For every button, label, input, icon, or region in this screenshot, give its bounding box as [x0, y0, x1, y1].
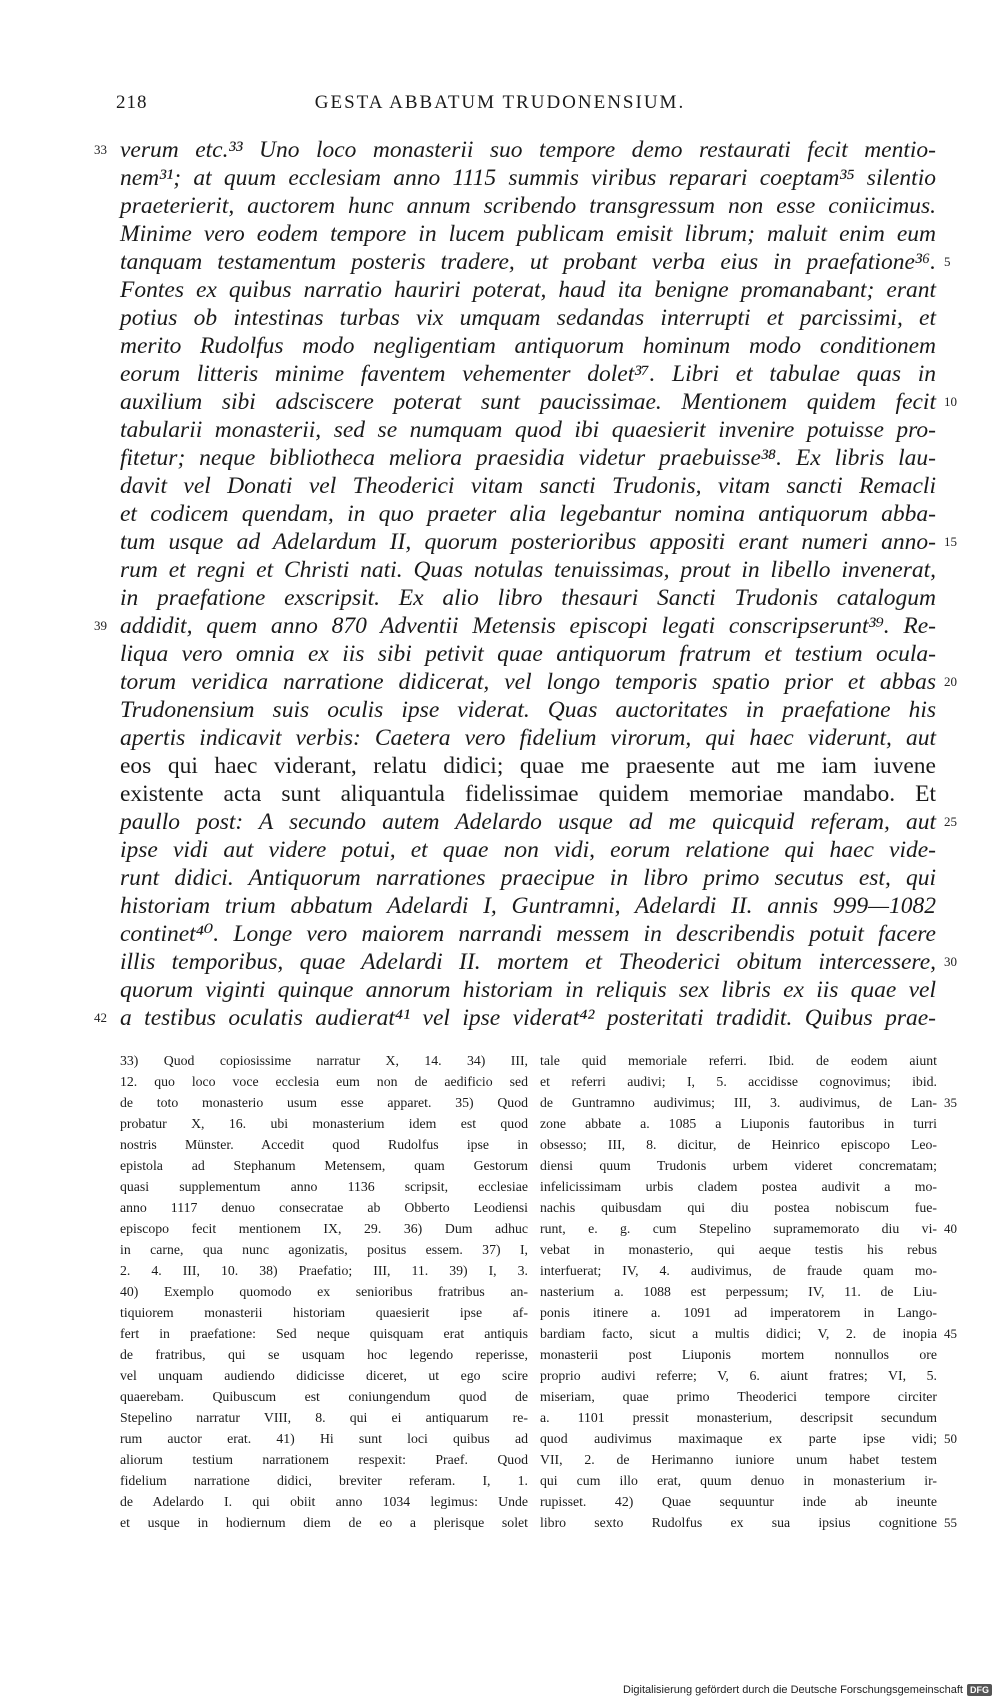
right-line-number: 5	[944, 254, 951, 269]
text-line: tanquam testamentum posteris tradere, ut probant verba eius in praefatione³⁶.	[120, 249, 936, 275]
footnote-line-left: de toto monasterio usum esse apparet. 35) Quod	[120, 1095, 528, 1110]
footnote-line-right: obsesso; III, 8. dicitur, de Heinrico episcopo Leo-	[540, 1137, 937, 1152]
page-number: 218	[116, 92, 148, 113]
footnote-line-right: quod audivimus maximaque ex parte ipse vidi;	[540, 1431, 937, 1446]
text-line: rum et regni et Christi nati. Quas notulas tenuissimas, prout in libello invenerat,	[120, 557, 936, 583]
right-line-number: 30	[944, 954, 957, 969]
footnote-line-right: nachis quibusdam qui diu postea nobiscum fue-	[540, 1200, 937, 1215]
footnote-line-left: rum auctor erat. 41) Hi sunt loci quibus ad	[120, 1431, 528, 1446]
footnote-line-left: in carne, qua nunc agonizatis, positus essem. 37) I,	[120, 1242, 528, 1257]
footer-credit	[623, 1684, 992, 1696]
footnote-line-left: vel unquam audiendo didicisse diceret, ut ego scire	[120, 1368, 528, 1383]
footnote-line-left: quaerebam. Quibuscum est coniungendum quod de	[120, 1389, 528, 1404]
footnote-line-right: infelicissimam urbis cladem postea audivit a mo-	[540, 1179, 937, 1194]
text-line: addidit, quem anno 870 Adventii Metensis episcopi legati conscripserunt³⁹. Re-	[120, 613, 936, 639]
footnote-line-number: 35	[944, 1095, 957, 1110]
text-line: praeterierit, auctorem hunc annum scribendo transgressum non esse coniicimus.	[120, 193, 936, 219]
text-line: merito Rudolfus modo negligentiam antiquorum hominum modo conditionem	[120, 333, 936, 359]
text-line: verum etc.³³ Uno loco monasterii suo tempore demo restaurati fecit mentio-	[120, 137, 936, 163]
text-line: auxilium sibi adsciscere poterat sunt paucissimae. Mentionem quidem fecit	[120, 389, 936, 415]
footnote-line-left: 2. 4. III, 10. 38) Praefatio; III, 11. 39) I, 3.	[120, 1263, 528, 1278]
footnote-line-right: rupisset. 42) Quae sequuntur inde ab ineunte	[540, 1494, 937, 1509]
text-line: davit vel Donati vel Theoderici vitam sancti Trudonis, vitam sancti Remacli	[120, 473, 936, 499]
text-line: Trudonensium suis oculis ipse viderat. Quas auctoritates in praefatione his	[120, 697, 936, 723]
text-line: liqua vero omnia ex iis sibi petivit quae antiquorum fratrum et testium ocula-	[120, 641, 936, 667]
footnote-line-left: et usque in hodiernum diem de eo a plerisque solet	[120, 1515, 528, 1530]
footnote-line-left: Stepelino narratur VIII, 8. qui ei antiquarum re-	[120, 1410, 528, 1425]
footnote-line-number: 50	[944, 1431, 957, 1446]
footnote-line-left: de fratribus, qui se usquam hoc legendo reperisse,	[120, 1347, 528, 1362]
text-line: torum veridica narratione didicerat, vel longo temporis spatio prior et abbas	[120, 669, 936, 695]
footnote-line-left: 40) Exemplo quomodo ex senioribus fratribus an-	[120, 1284, 528, 1299]
text-line: Fontes ex quibus narratio hauriri poterat, haud ita benigne promanabant; erant	[120, 277, 936, 303]
footnote-line-right: de Guntramno audivimus; III, 3. audivimus, de Lan-	[540, 1095, 937, 1110]
footnote-line-right: zone abbate a. 1085 a Liuponis fautoribus in turri	[540, 1116, 937, 1131]
text-line: continet⁴⁰. Longe vero maiorem narrandi messem in describendis potuit facere	[120, 921, 936, 947]
footnote-line-right: vebat in monasterio, qui aeque testis his rebus	[540, 1242, 937, 1257]
footnote-line-right: proprio audivi referre; V, 6. aiunt fratres; VI, 5.	[540, 1368, 937, 1383]
text-line: in praefatione exscripsit. Ex alio libro thesauri Sancti Trudonis catalogum	[120, 585, 936, 611]
text-line: potius ob intestinas turbas vix umquam sedandas interrupti et parcissimi, et	[120, 305, 936, 331]
footnote-line-right: a. 1101 pressit monasterium, descripsit secundum	[540, 1410, 937, 1425]
right-line-number: 10	[944, 394, 957, 409]
text-line: fitetur; neque bibliotheca meliora praesidia videtur praebuisse³⁸. Ex libris lau-	[120, 445, 936, 471]
footnote-line-right: diensi quum Trudonis urbem videret concrematam;	[540, 1158, 937, 1173]
footnote-line-right: runt, e. g. cum Stepelino supramemorato diu vi-	[540, 1221, 937, 1236]
footnote-line-right: libro sexto Rudolfus ex sua ipsius cognitione	[540, 1515, 937, 1530]
text-line: eos qui haec viderant, relatu didici; quae me praesente aut me iam iuvene	[120, 753, 936, 779]
footnote-line-left: aliorum testium narrationem respexit: Praef. Quod	[120, 1452, 528, 1467]
page-header	[0, 92, 1000, 116]
footnote-line-right: ponis itinere a. 1091 ad imperatorem in Lango-	[540, 1305, 937, 1320]
footnote-line-right: bardiam facto, sicut a multis didici; V, 2. de inopia	[540, 1326, 937, 1341]
footnote-line-right: interfuerat; IV, 4. audivimus, de fraude quam mo-	[540, 1263, 937, 1278]
footnote-line-number: 40	[944, 1221, 957, 1236]
footnote-line-left: episcopo fecit mentionem IX, 29. 36) Dum adhuc	[120, 1221, 528, 1236]
footnote-line-left: 33) Quod copiosissime narratur X, 14. 34) III,	[120, 1053, 528, 1068]
text-line: et codicem quendam, in quo praeter alia legebantur nomina antiquorum abba-	[120, 501, 936, 527]
text-line: existente acta sunt aliquantula fidelissimae quidem memoriae mandabo. Et	[120, 781, 936, 807]
text-line: runt didici. Antiquorum narrationes praecipue in libro primo secutus est, qui	[120, 865, 936, 891]
footnote-line-right: tale quid memoriale referri. Ibid. de eodem aiunt	[540, 1053, 937, 1068]
footnote-line-left: fidelium narratione didici, breviter referam. I, 1.	[120, 1473, 528, 1488]
text-line: illis temporibus, quae Adelardi II. mortem et Theoderici obitum intercessere,	[120, 949, 936, 975]
footnote-line-left: tiquiorem monasterii historiam quaesierit ipse af-	[120, 1305, 528, 1320]
text-line: eorum litteris minime faventem vehementer dolet³⁷. Libri et tabulae quas in	[120, 361, 936, 387]
text-line: paullo post: A secundo autem Adelardo usque ad me quicquid referam, aut	[120, 809, 936, 835]
text-line: Minime vero eodem tempore in lucem publicam emisit librum; maluit enim eum	[120, 221, 936, 247]
footer-text: Digitalisierung gefördert durch die Deutsche Forschungsgemeinschaft	[623, 1684, 963, 1696]
footnote-line-right: monasterii post Liuponis mortem nonnullos ore	[540, 1347, 937, 1362]
text-line: ipse vidi aut videre potui, et quae non vidi, eorum relatione qui haec vide-	[120, 837, 936, 863]
footnote-line-left: epistola ad Stephanum Metensem, quam Gestorum	[120, 1158, 528, 1173]
footnote-line-right: VII, 2. de Herimanno iuniore unum habet testem	[540, 1452, 937, 1467]
footnote-line-right: miseriam, quae primo Theoderici tempore circiter	[540, 1389, 937, 1404]
right-line-number: 25	[944, 814, 957, 829]
footnote-line-right: qui cum illo erat, quum denuo in monasterium ir-	[540, 1473, 937, 1488]
text-line: tabularii monasterii, sed se numquam quod ibi quaesierit invenire potuisse pro-	[120, 417, 936, 443]
dfg-logo: DFG	[967, 1684, 992, 1696]
left-line-number: 39	[94, 618, 107, 633]
text-line: nem³¹; at quum ecclesiam anno 1115 summis viribus reparari coeptam³⁵ silentio	[120, 165, 936, 191]
footnote-line-left: anno 1117 denuo consecratae ab Obberto Leodiensi	[120, 1200, 528, 1215]
footnote-line-right: et referri audivi; I, 5. accidisse cognovimus; ibid.	[540, 1074, 937, 1089]
right-line-number: 20	[944, 674, 957, 689]
text-line: historiam trium abbatum Adelardi I, Guntramni, Adelardi II. annis 999—1082	[120, 893, 936, 919]
footnote-line-left: probatur X, 16. ubi monasterium idem est quod	[120, 1116, 528, 1131]
text-line: tum usque ad Adelardum II, quorum posterioribus appositi erant numeri anno-	[120, 529, 936, 555]
text-line: a testibus oculatis audierat⁴¹ vel ipse viderat⁴² posteritati tradidit. Quibus prae-	[120, 1005, 936, 1031]
footnote-line-left: 12. quo loco voce ecclesia eum non de aedificio sed	[120, 1074, 528, 1089]
footnote-line-left: fert in praefatione: Sed neque quisquam erat antiquis	[120, 1326, 528, 1341]
footnote-line-number: 55	[944, 1515, 957, 1530]
running-title: GESTA ABBATUM TRUDONENSIUM.	[314, 92, 686, 113]
footnote-line-left: nostris Münster. Accedit quod Rudolfus ipse in	[120, 1137, 528, 1152]
footnote-line-left: de Adelardo I. qui obiit anno 1034 legimus: Unde	[120, 1494, 528, 1509]
right-line-number: 15	[944, 534, 957, 549]
left-line-number: 42	[94, 1010, 107, 1025]
footnote-line-right: nasterium a. 1088 est perpessum; IV, 11. de Liu-	[540, 1284, 937, 1299]
footnote-line-number: 45	[944, 1326, 957, 1341]
text-line: quorum viginti quinque annorum historiam in reliquis sex libris ex iis quae vel	[120, 977, 936, 1003]
left-line-number: 33	[94, 142, 107, 157]
text-line: apertis indicavit verbis: Caetera vero fidelium virorum, qui haec viderunt, aut	[120, 725, 936, 751]
footnote-line-left: quasi supplementum anno 1136 scripsit, ecclesiae	[120, 1179, 528, 1194]
